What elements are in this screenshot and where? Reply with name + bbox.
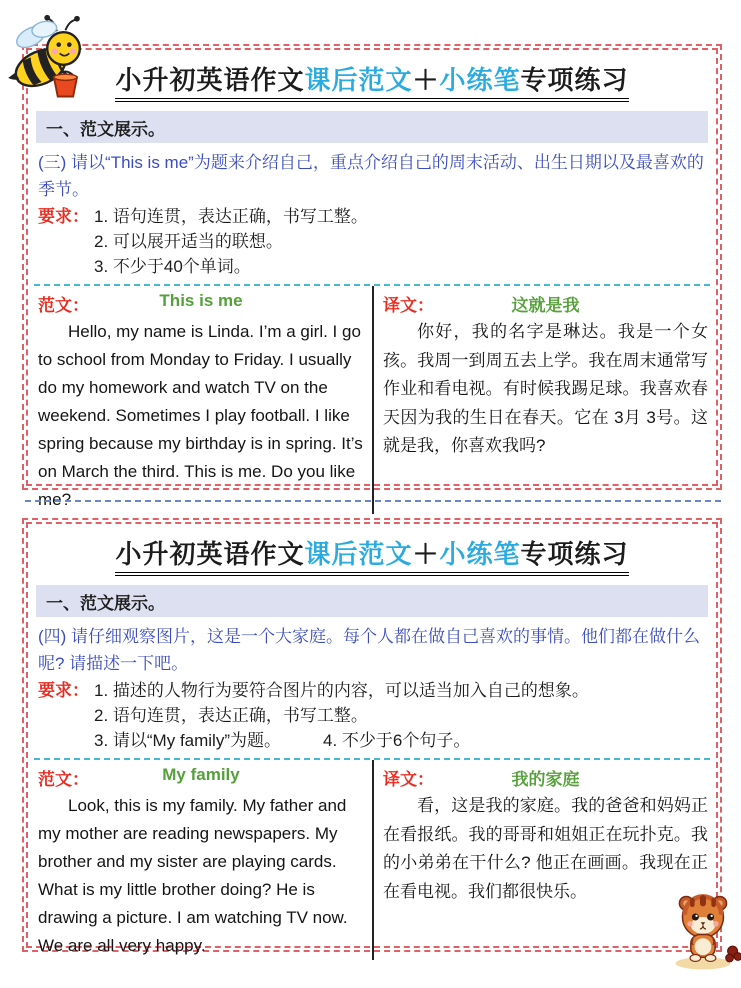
title-underline	[115, 60, 628, 102]
requirement-row	[38, 254, 706, 279]
page-title	[34, 534, 710, 576]
requirement-item: 2. 可以展开适当的联想。	[94, 232, 283, 251]
page-2-inner-border	[26, 522, 718, 955]
translation-body-text: 你好，我的名字是琳达。我是一个女孩。我周一到周五去上学。我在周末通常写作业和看电视。有时候我踢足球。我喜欢春天因为我的生日在春天。它在 3月 3号。这就是我，你喜欢我吗?	[383, 322, 708, 455]
requirements-label-spacer	[38, 728, 94, 753]
requirements-label-spacer	[38, 254, 94, 279]
tiger-mascot-icon	[668, 882, 741, 974]
title-plus-sign: ＋	[412, 539, 440, 569]
sample-translation-table	[34, 758, 710, 960]
requirement-row	[38, 703, 706, 728]
title-segment-highlight: 小练笔	[439, 65, 521, 95]
bee-mascot-icon	[4, 10, 100, 110]
requirement-item: 2. 语句连贯，表达正确，书写工整。	[94, 706, 368, 725]
requirements-block	[38, 678, 706, 753]
requirements-label: 要求：	[38, 681, 89, 700]
requirement-item: 3. 不少于40个单词。	[94, 257, 251, 276]
sample-column	[34, 760, 374, 960]
title-segment: 小升初英语作文	[115, 539, 305, 569]
translation-column	[374, 760, 710, 960]
title-segment-highlight: 课后范文	[304, 539, 413, 569]
title-segment-highlight: 课后范文	[304, 65, 413, 95]
translation-label: 译文：	[383, 770, 434, 789]
title-underline	[115, 534, 628, 576]
sample-title: My family	[162, 765, 240, 784]
translation-label: 译文：	[383, 296, 434, 315]
exercise-prompt: (四) 请仔细观察图片，这是一个大家庭。每个人都在做自己喜欢的事情。他们都在做什么呢? 请描述一下吧。	[38, 627, 701, 673]
page-separator-dashed-line	[25, 500, 721, 502]
sample-label: 范文：	[38, 296, 89, 315]
requirement-row	[38, 229, 706, 254]
page-title	[34, 60, 710, 102]
title-segment: 专项练习	[520, 65, 629, 95]
requirement-row	[38, 204, 706, 229]
sample-label: 范文：	[38, 770, 89, 789]
requirement-row	[38, 678, 706, 703]
translation-column-header	[383, 291, 708, 318]
title-segment: 专项练习	[520, 539, 629, 569]
sample-column-header	[38, 765, 364, 792]
sample-column	[34, 286, 374, 514]
sample-column-header	[38, 291, 364, 318]
page-1-inner-border	[26, 48, 718, 509]
sample-body-text: Look, this is my family. My father and my mother are reading newspapers. My brother and my sister are playing cards. What is my little brother doing? He is drawing a picture. I am watching TV now. We are all very happy.	[38, 796, 348, 955]
section-header-bar: 一、范文展示。	[36, 111, 708, 143]
translation-title: 这就是我	[511, 296, 580, 315]
title-segment: 小升初英语作文	[115, 65, 305, 95]
worksheet-page-2	[22, 518, 722, 955]
translation-body-text: 看，这是我的家庭。我的爸爸和妈妈正在看报纸。我的哥哥和姐姐正在玩扑克。我的小弟弟在干什么? 他正在画画。我现在正在看电视。我们都很快乐。	[383, 796, 708, 901]
requirement-item: 3. 请以“My family”为题。	[94, 731, 281, 750]
sample-body-text: Hello, my name is Linda. I’m a girl. I go to school from Monday to Friday. I usually do my homework and watch TV on the weekend. Sometimes I play football. I like spring because my birthday is in spring. It’s on March the third. This is me. Do you like me?	[38, 322, 363, 509]
translation-column-header	[383, 765, 708, 792]
worksheet-page-1	[22, 44, 722, 509]
requirement-item: 1. 描述的人物行为要符合图片的内容，可以适当加入自己的想象。	[94, 681, 589, 700]
requirements-label-spacer	[38, 703, 94, 728]
sample-title: This is me	[159, 291, 243, 310]
requirement-row	[38, 728, 706, 753]
section-header-bar: 一、范文展示。	[36, 585, 708, 617]
requirement-item: 4. 不少于6个句子。	[323, 731, 471, 750]
requirements-block	[38, 204, 706, 279]
exercise-prompt: (三) 请以“This is me”为题来介绍自己，重点介绍自己的周末活动、出生日期以及最喜欢的季节。	[38, 153, 704, 199]
requirements-label: 要求：	[38, 207, 89, 226]
requirement-item: 1. 语句连贯，表达正确，书写工整。	[94, 207, 368, 226]
translation-column	[374, 286, 710, 514]
requirements-label-spacer	[38, 229, 94, 254]
sample-translation-table	[34, 284, 710, 514]
title-segment-highlight: 小练笔	[439, 539, 521, 569]
title-plus-sign: ＋	[412, 65, 440, 95]
translation-title: 我的家庭	[511, 770, 580, 789]
